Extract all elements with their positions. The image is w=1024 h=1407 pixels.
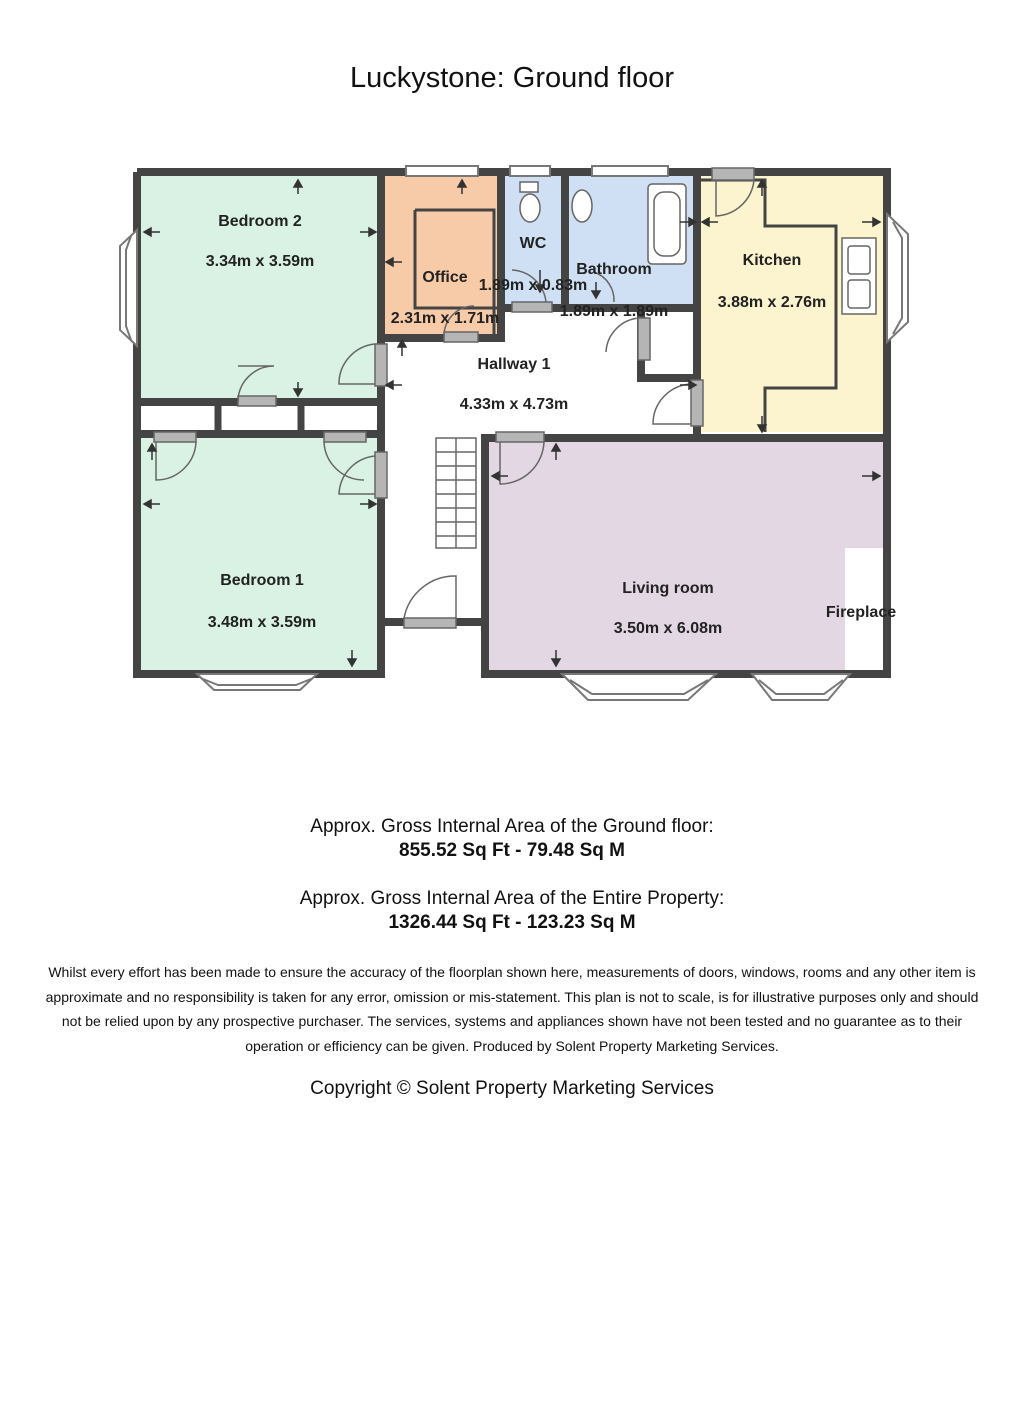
copyright: Copyright © Solent Property Marketing Services — [310, 1078, 714, 1099]
bath-icon — [648, 184, 686, 264]
bay-window-left — [120, 230, 137, 346]
room-dimensions: 3.50m x 6.08m — [613, 620, 723, 637]
room-dimensions: 3.34m x 3.59m — [205, 253, 315, 270]
ground-floor-area-label: Approx. Gross Internal Area of the Ground floor: — [310, 816, 714, 837]
room-dimensions: 1.89m x 1.89m — [559, 303, 669, 320]
room-name: Bathroom — [576, 261, 652, 278]
windows-top — [406, 166, 668, 176]
room-name: Hallway 1 — [477, 356, 551, 373]
wardrobe-strip — [141, 404, 377, 434]
ground-floor-area-value: 855.52 Sq Ft - 79.48 Sq M — [399, 840, 625, 861]
room-dimensions: 3.88m x 2.76m — [717, 294, 827, 311]
page-title: Luckystone: Ground floor — [349, 62, 674, 94]
bay-window-living-1 — [562, 674, 716, 700]
basin-icon — [572, 190, 592, 222]
room-dimensions: 3.48m x 3.59m — [207, 614, 317, 631]
bay-window-bedroom-1 — [197, 674, 317, 690]
room-fill-bedroom-2 — [141, 176, 377, 398]
sink-icon — [842, 238, 876, 314]
bay-window-living-2 — [752, 674, 850, 700]
bay-window-right — [887, 214, 908, 342]
total-area-value: 1326.44 Sq Ft - 123.23 Sq M — [388, 912, 636, 933]
room-name: Kitchen — [742, 252, 802, 269]
disclaimer: Whilst every effort has been made to ensure the accuracy of the floorplan shown here, measurements of doors, windows, rooms and any other item is approximate and no responsibility is taken for any error, omission or mis-statement. This plan is not to scale, is for illustrative purposes only and should not be relied upon by any prospective purchaser. The services, systems and appliances shown have not been tested and no guarantee as to their operation or efficiency can be given. Produced by Solent Property Marketing Services. — [45, 964, 979, 1054]
total-area-label: Approx. Gross Internal Area of the Entire Property: — [299, 888, 725, 909]
total-area — [0, 887, 1024, 935]
room-dimensions: 2.31m x 1.71m — [390, 310, 500, 327]
room-name: Living room — [622, 580, 714, 597]
ground-floor-area — [0, 815, 1024, 863]
room-name: Bedroom 2 — [218, 213, 302, 230]
room-name: Bedroom 1 — [220, 572, 304, 589]
toilet-icon — [520, 182, 540, 222]
room-dimensions: 1.89m x 0.83m — [478, 277, 588, 294]
room-name: Office — [422, 269, 468, 286]
room-dimensions: 4.33m x 4.73m — [459, 396, 569, 413]
room-name: WC — [519, 235, 547, 252]
room-name: Fireplace — [825, 604, 897, 621]
staircase — [436, 438, 476, 548]
